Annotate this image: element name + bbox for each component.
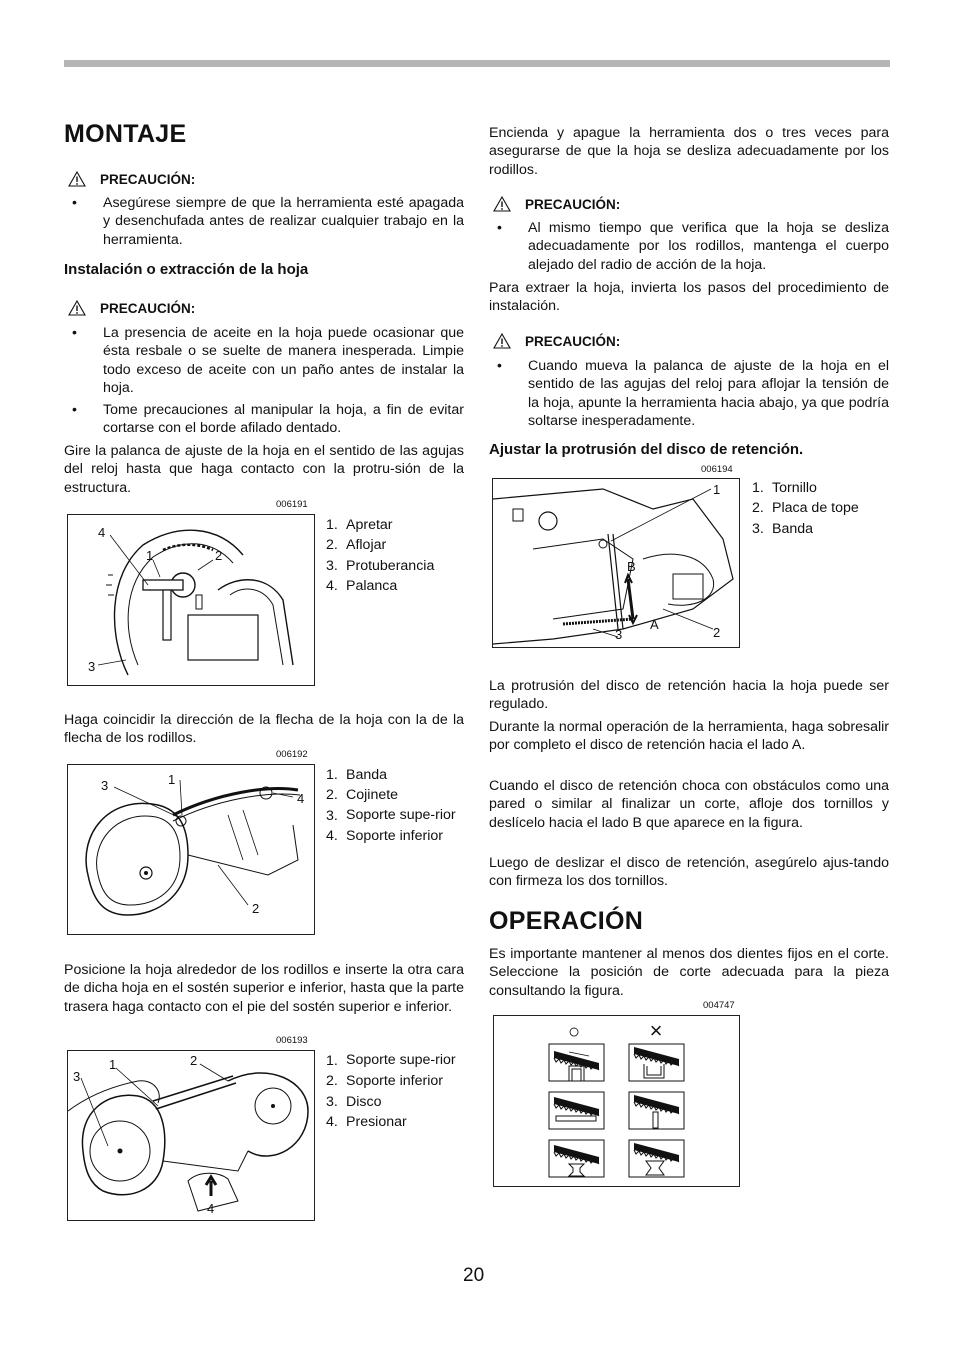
figure-blade-insert bbox=[67, 1050, 315, 1221]
callout: 3 bbox=[101, 778, 109, 793]
legend-item: Apretar bbox=[346, 517, 393, 533]
callout: 4 bbox=[207, 1201, 215, 1216]
incorrect-symbol: × bbox=[649, 1018, 663, 1043]
paragraph-tighten: Luego de deslizar el disco de retención, asegúrelo ajus-tando con firmeza los dos tornillos. bbox=[489, 855, 889, 890]
legend-item: Presionar bbox=[346, 1113, 407, 1130]
caution-item: • Al mismo tiempo que verifica que la hoja se desliza adecuadamente por los rodillos, mantenga el cuerpo alejado del radio de acción de la hoja. bbox=[489, 219, 889, 274]
callout: 4 bbox=[98, 525, 106, 540]
callout: 1 bbox=[713, 482, 721, 497]
figure-code: 006193 bbox=[276, 1035, 308, 1046]
legend-item: Placa de tope bbox=[772, 500, 859, 517]
legend-item: Palanca bbox=[346, 577, 398, 594]
caution-list-3 bbox=[489, 219, 889, 278]
paragraph-teeth: Es importante mantener al menos dos dientes fijos en el corte. Seleccione la posición de corte adecuada para la pieza consultando la figura. bbox=[489, 946, 889, 999]
caution-list-2 bbox=[64, 324, 464, 442]
legend-item: Protuberancia bbox=[346, 557, 435, 574]
legend-item: Soporte inferior bbox=[346, 1073, 443, 1090]
callout: 3 bbox=[88, 659, 96, 674]
figure-legend-1: 1. Apretar 2. Aflojar 3. Protuberancia 4. Palanca bbox=[326, 515, 434, 596]
callout: 2 bbox=[215, 548, 223, 563]
figure-band-bearing bbox=[67, 764, 315, 935]
legend-item: Soporte inferior bbox=[346, 827, 443, 844]
callout: 1 bbox=[146, 548, 154, 563]
callout: 2 bbox=[190, 1053, 198, 1068]
callout: A bbox=[650, 617, 659, 632]
caution-list-4 bbox=[489, 357, 889, 434]
legend-item: Soporte supe-rior bbox=[346, 806, 456, 823]
paragraph-obstacle: Cuando el disco de retención choca con obstáculos como una pared o similar al finalizar un corte, afloje dos tornillos y deslícelo hacia el lado B que aparece en la figura. bbox=[489, 778, 889, 831]
correct-channel-icon bbox=[549, 1044, 604, 1081]
figure-legend-3: 1. Soporte supe-rior 2. Soporte inferior 3. Disco 4. Presionar bbox=[326, 1051, 466, 1132]
incorrect-channel-icon bbox=[629, 1044, 684, 1081]
caution-heading-4 bbox=[493, 333, 620, 349]
figure-cut-positions bbox=[493, 1015, 740, 1187]
paragraph-switch: Encienda y apague la herramienta dos o tres veces para asegurarse de que la hoja se desliza adecuadamente por los rodillos. bbox=[489, 125, 889, 178]
caution-label: PRECAUCIÓN: bbox=[100, 300, 196, 316]
warning-icon bbox=[493, 196, 511, 212]
figure-code: 004747 bbox=[703, 1000, 735, 1011]
incorrect-channel-flat-icon bbox=[629, 1140, 684, 1177]
caution-label: PRECAUCIÓN: bbox=[525, 333, 621, 349]
figure-code: 006192 bbox=[276, 749, 308, 760]
paragraph-lever: Gire la palanca de ajuste de la hoja en el sentido de las agujas del reloj hasta que haga contacto con la protru-sión de la estructura. bbox=[64, 443, 464, 496]
caution-list-1 bbox=[64, 194, 464, 253]
legend-item: Tornillo bbox=[772, 480, 817, 496]
legend-item: Aflojar bbox=[346, 537, 387, 554]
callout: B bbox=[627, 559, 636, 574]
caution-label: PRECAUCIÓN: bbox=[525, 196, 621, 212]
paragraph-protrusion: La protrusión del disco de retención hacia la hoja puede ser regulado. bbox=[489, 678, 889, 713]
header-rule bbox=[64, 60, 890, 67]
caution-item: • Asegúrese siempre de que la herramienta esté apagada y desenchufada antes de realizar cualquier trabajo en la herramienta. bbox=[64, 194, 464, 249]
caution-heading-2 bbox=[68, 300, 195, 316]
paragraph-remove: Para extraer la hoja, invierta los pasos del procedimiento de instalación. bbox=[489, 280, 889, 315]
callout: 2 bbox=[252, 901, 260, 916]
subheading-retention-disc: Ajustar la protrusión del disco de retención. bbox=[489, 441, 804, 458]
callout: 1 bbox=[168, 772, 176, 787]
figure-legend-4: 1. Tornillo 2. Placa de tope 3. Banda bbox=[752, 478, 859, 539]
figure-code: 006194 bbox=[701, 464, 733, 475]
correct-ibeam-icon bbox=[549, 1140, 604, 1177]
figure-legend-2: 1. Banda 2. Cojinete 3. Soporte supe-rior 4. Soporte inferior bbox=[326, 765, 466, 846]
figure-retention-disc bbox=[492, 478, 740, 648]
warning-icon bbox=[493, 333, 511, 349]
figure-blade-lever bbox=[67, 514, 315, 686]
warning-icon bbox=[68, 300, 86, 316]
caution-heading-1 bbox=[68, 171, 195, 187]
legend-item: Cojinete bbox=[346, 787, 399, 804]
callout: 4 bbox=[297, 791, 305, 806]
caution-item: • Cuando mueva la palanca de ajuste de la hoja en el sentido de las agujas del reloj para aflojar la tensión de la hoja, apunte la herramienta hacia abajo, ya que podría soltarse inesperadamente. bbox=[489, 357, 889, 430]
caution-heading-3 bbox=[493, 196, 620, 212]
callout: 1 bbox=[109, 1057, 117, 1072]
section-title-montaje: MONTAJE bbox=[64, 120, 187, 148]
callout: 3 bbox=[73, 1069, 81, 1084]
legend-item: Disco bbox=[346, 1093, 382, 1110]
paragraph-position-blade: Posicione la hoja alrededor de los rodillos e inserte la otra cara de dicha hoja en el sostén superior e inferior, hasta que la parte trasera haga contacto con el pie del sostén superior e inferior. bbox=[64, 962, 464, 1015]
subheading-blade-install: Instalación o extracción de la hoja bbox=[64, 261, 309, 278]
page-number: 20 bbox=[463, 1265, 485, 1286]
caution-label: PRECAUCIÓN: bbox=[100, 171, 196, 187]
legend-item: Banda bbox=[772, 520, 814, 537]
warning-icon bbox=[68, 171, 86, 187]
correct-symbol: ○ bbox=[567, 1021, 581, 1043]
caution-item: • Tome precauciones al manipular la hoja, a fin de evitar cortarse con el borde afilado dentado. bbox=[64, 401, 464, 438]
section-title-operacion: OPERACIÓN bbox=[489, 907, 644, 935]
legend-item: Banda bbox=[346, 767, 388, 783]
callout: 2 bbox=[713, 625, 721, 640]
incorrect-tee-icon bbox=[629, 1092, 684, 1129]
paragraph-normal-operation: Durante la normal operación de la herramienta, haga sobresalir por completo el disco de retención hacia el lado A. bbox=[489, 719, 889, 754]
legend-item: Soporte supe-rior bbox=[346, 1052, 456, 1068]
correct-flat-bar-icon bbox=[549, 1092, 604, 1129]
paragraph-arrow: Haga coincidir la dirección de la flecha de la hoja con la de la flecha de los rodillos. bbox=[64, 712, 464, 747]
caution-item: • La presencia de aceite en la hoja puede ocasionar que ésta resbale o se suelte de manera inesperada. Limpie todo exceso de aceite con un paño antes de instalar la hoja. bbox=[64, 324, 464, 397]
callout: 3 bbox=[615, 627, 623, 642]
figure-code: 006191 bbox=[276, 499, 308, 510]
